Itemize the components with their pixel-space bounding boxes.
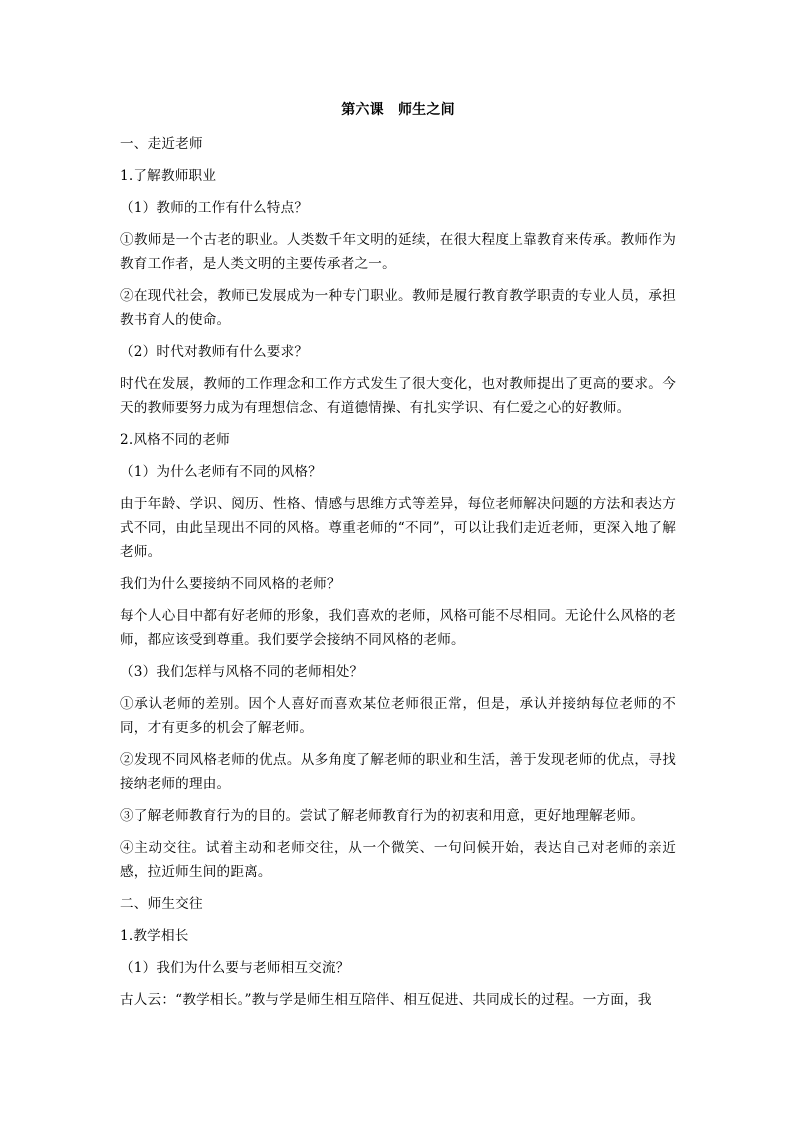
question-4: 我们为什么要接纳不同风格的老师？: [120, 576, 341, 592]
question-5: （3）我们怎样与风格不同的老师相处？: [120, 664, 364, 680]
subheading-1-2: 2.风格不同的老师: [120, 432, 230, 448]
heading-section-1: 一、走近老师: [120, 136, 203, 152]
paragraph: ④主动交往。试着主动和老师交往，从一个微笑、一句问候开始，表达自己对老师的亲近感，拉近师生间的距离。: [120, 840, 676, 880]
subheading-1-1: 1.了解教师职业: [120, 168, 217, 184]
question-3: （1）为什么老师有不同的风格？: [120, 464, 322, 480]
paragraph: ②在现代社会，教师已发展成为一种专门职业。教师是履行教育教学职责的专业人员，承担教书育人的使命。: [120, 288, 676, 328]
paragraph: 古人云：“教学相长。”教与学是师生相互陪伴、相互促进、共同成长的过程。一方面，我: [120, 992, 652, 1008]
document-body: [120, 98, 676, 1020]
question-6: （1）我们为什么要与老师相互交流？: [120, 960, 350, 976]
paragraph: ①承认老师的差别。因个人喜好而喜欢某位老师很正常，但是，承认并接纳每位老师的不同，才有更多的机会了解老师。: [120, 696, 676, 736]
paragraph: ②发现不同风格老师的优点。从多角度了解老师的职业和生活，善于发现老师的优点，寻找接纳老师的理由。: [120, 752, 676, 792]
paragraph: ③了解老师教育行为的目的。尝试了解老师教育行为的初衷和用意，更好地理解老师。: [120, 808, 645, 824]
question-1: （1）教师的工作有什么特点？: [120, 200, 309, 216]
heading-section-2: 二、师生交往: [120, 896, 203, 912]
document-title: 第六课 师生之间: [341, 102, 455, 118]
paragraph: 时代在发展，教师的工作理念和工作方式发生了很大变化，也对教师提出了更高的要求。今天的教师要努力成为有理想信念、有道德情操、有扎实学识、有仁爱之心的好教师。: [120, 376, 676, 416]
subheading-2-1: 1.教学相长: [120, 928, 189, 944]
question-2: （2）时代对教师有什么要求？: [120, 344, 309, 360]
paragraph: 由于年龄、学识、阅历、性格、情感与思维方式等差异，每位老师解决问题的方法和表达方式不同，由此呈现出不同的风格。尊重老师的“不同”，可以让我们走近老师，更深入地了解老师。: [120, 496, 676, 560]
paragraph: ①教师是一个古老的职业。人类数千年文明的延续，在很大程度上靠教育来传承。教师作为教育工作者，是人类文明的主要传承者之一。: [120, 232, 676, 272]
paragraph: 每个人心目中都有好老师的形象，我们喜欢的老师，风格可能不尽相同。无论什么风格的老师，都应该受到尊重。我们要学会接纳不同风格的老师。: [120, 608, 676, 648]
